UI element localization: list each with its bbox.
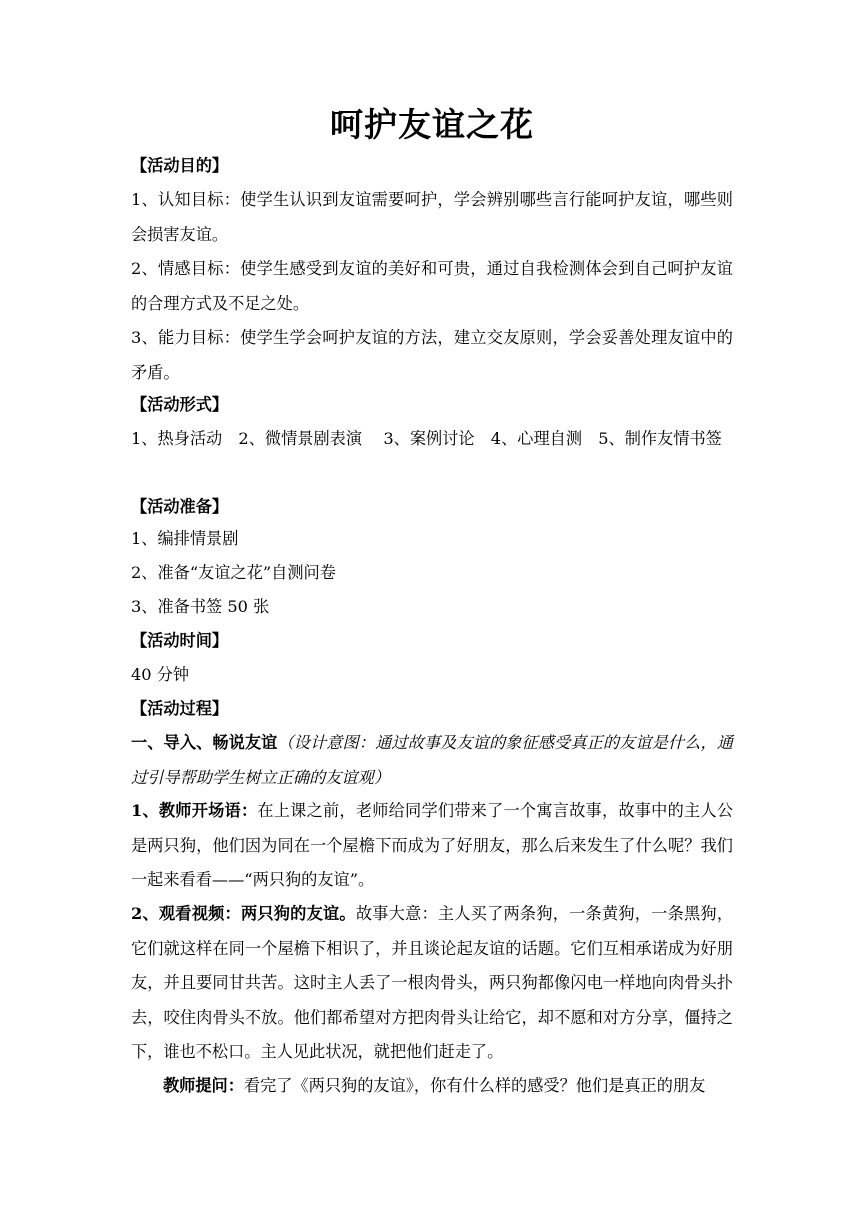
step-1-text: 在上课之前，老师给同学们带来了一个寓言故事，故事中的主人公是两只狗，他们因为同在一个屋檐下而成为了好朋友，那么后来发生了什么呢？我们一起来看看——“两只狗的友谊”。 bbox=[131, 801, 734, 889]
purpose-heading: 【活动目的】 bbox=[131, 156, 229, 175]
step-2-label: 2、观看视频：两只狗的友谊。 bbox=[131, 904, 356, 923]
question-label: 教师提问： bbox=[163, 1076, 244, 1095]
section-1-note: （设计意图：通过故事及友谊的象征感受真正的友谊是什么，通过引导帮助学生树立正确的友谊观） bbox=[131, 733, 733, 787]
time-heading: 【活动时间】 bbox=[131, 631, 229, 650]
teacher-question bbox=[131, 1069, 733, 1104]
section-1-title: 一、导入、畅说友谊 bbox=[131, 733, 278, 752]
process-heading: 【活动过程】 bbox=[131, 699, 229, 718]
step-1 bbox=[131, 794, 733, 898]
form-heading: 【活动形式】 bbox=[131, 395, 229, 414]
purpose-item-3: 3、能力目标：使学生学会呵护友谊的方法，建立交友原则，学会妥善处理友谊中的矛盾。 bbox=[131, 328, 733, 382]
prep-item-3: 3、准备书签 50 张 bbox=[131, 597, 270, 616]
step-2-text: 故事大意：主人买了两条狗，一条黄狗，一条黑狗，它们就这样在同一个屋檐下相识了，并且谈论起友谊的话题。它们互相承诺成为好朋友，并且要同甘共苦。这时主人丢了一根肉骨头，两只狗都像闪电一样地向肉骨头扑去，咬住肉骨头不放。他们都希望对方把肉骨头让给它，却不愿和对方分享，僵持之下，谁也不松口。主人见此状况，就把他们赶走了。 bbox=[131, 904, 734, 1061]
prep-item-1: 1、编排情景剧 bbox=[131, 529, 239, 548]
purpose-item-1: 1、认知目标：使学生认识到友谊需要呵护，学会辨别哪些言行能呵护友谊，哪些则会损害友谊。 bbox=[131, 190, 733, 244]
time-text: 40 分钟 bbox=[131, 665, 190, 684]
form-text: 1、热身活动 2、微情景剧表演 3、案例讨论 4、心理自测 5、制作友情书签 bbox=[131, 429, 722, 448]
step-1-label: 1、教师开场语： bbox=[131, 801, 258, 820]
step-2 bbox=[131, 897, 733, 1070]
purpose-item-2: 2、情感目标：使学生感受到友谊的美好和可贵，通过自我检测体会到自己呵护友谊的合理方式及不足之处。 bbox=[131, 259, 733, 313]
document-title: 呵护友谊之花 bbox=[330, 105, 534, 144]
prep-heading: 【活动准备】 bbox=[131, 497, 229, 516]
question-text: 看完了《两只狗的友谊》，你有什么样的感受？他们是真正的朋友 bbox=[243, 1076, 706, 1095]
section-1 bbox=[131, 726, 733, 795]
prep-item-2: 2、准备“友谊之花”自测问卷 bbox=[131, 563, 336, 582]
